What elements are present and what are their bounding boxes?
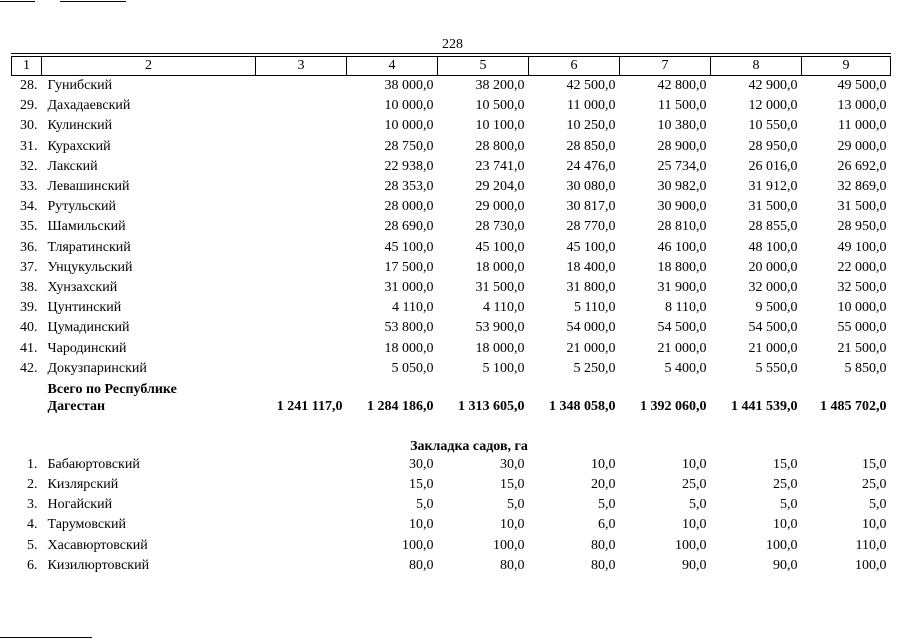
value-cell: 42 500,0 [566, 78, 616, 94]
value-cell: 28 950,0 [837, 219, 887, 235]
value-cell: 31 500,0 [475, 279, 525, 295]
value-cell: 90,0 [682, 557, 707, 573]
table-row [12, 177, 891, 197]
district-name: Кизлярский [47, 477, 119, 493]
value-cell: 18 000,0 [475, 259, 525, 275]
value-cell: 10 000,0 [837, 300, 887, 316]
table-row [12, 116, 891, 136]
district-name: Ногайский [47, 497, 113, 513]
row-number: 2. [27, 477, 38, 493]
value-cell: 4 110,0 [483, 300, 525, 316]
column-header: 7 [620, 57, 711, 76]
value-cell [256, 137, 347, 157]
column-header: 9 [802, 57, 891, 76]
row-number: 28. [20, 78, 38, 94]
district-name: Гунибский [47, 78, 113, 94]
value-cell: 31 912,0 [748, 179, 798, 195]
value-cell: 30 900,0 [657, 199, 707, 215]
value-cell: 31 500,0 [837, 199, 887, 215]
value-cell: 5 110,0 [574, 300, 616, 316]
table-row [12, 258, 891, 278]
value-cell: 10,0 [682, 456, 707, 472]
row-number: 1. [27, 456, 38, 472]
value-cell: 54 500,0 [748, 320, 798, 336]
value-cell: 42 900,0 [748, 78, 798, 94]
district-name: Рутульский [47, 199, 116, 215]
total-cell: 1 485 702,0 [820, 398, 887, 414]
value-cell: 21 000,0 [657, 340, 707, 356]
column-header: 3 [256, 57, 347, 76]
district-name: Тляратинский [47, 239, 131, 255]
value-cell: 5,0 [416, 497, 434, 513]
table-row [12, 338, 891, 358]
value-cell [256, 197, 347, 217]
value-cell: 5 100,0 [482, 360, 525, 376]
table-row [12, 536, 891, 556]
value-cell [256, 76, 347, 97]
value-cell: 31 800,0 [566, 279, 616, 295]
column-header: 6 [529, 57, 620, 76]
value-cell: 6,0 [598, 517, 616, 533]
value-cell [256, 116, 347, 136]
table-row [12, 475, 891, 495]
total-cell: 1 441 539,0 [731, 398, 798, 414]
value-cell [256, 536, 347, 556]
value-cell: 10 500,0 [475, 98, 525, 114]
value-cell: 10,0 [862, 517, 887, 533]
district-name: Шамильский [47, 219, 126, 235]
value-cell [256, 157, 347, 177]
value-cell: 28 000,0 [384, 199, 434, 215]
value-cell: 10,0 [409, 517, 434, 533]
value-cell: 29 204,0 [475, 179, 525, 195]
value-cell: 32 869,0 [837, 179, 887, 195]
value-cell: 110,0 [855, 537, 887, 553]
data-table [11, 56, 891, 576]
value-cell: 15,0 [500, 477, 525, 493]
value-cell [256, 515, 347, 535]
value-cell: 49 100,0 [837, 239, 887, 255]
value-cell [256, 495, 347, 515]
value-cell [256, 177, 347, 197]
value-cell: 5 050,0 [391, 360, 434, 376]
value-cell: 5 850,0 [844, 360, 887, 376]
district-name: Лакский [47, 158, 98, 174]
value-cell: 38 200,0 [475, 78, 525, 94]
value-cell: 11 000,0 [838, 118, 887, 134]
value-cell: 13 000,0 [837, 98, 887, 114]
row-number: 6. [27, 557, 38, 573]
value-cell [256, 258, 347, 278]
header-rule [11, 53, 891, 54]
value-cell: 49 500,0 [837, 78, 887, 94]
value-cell [256, 556, 347, 576]
value-cell: 12 000,0 [748, 98, 798, 114]
total-label-line1: Всего по Республике [47, 381, 177, 397]
value-cell: 5,0 [869, 497, 887, 513]
table-row [12, 556, 891, 576]
value-cell: 15,0 [773, 456, 798, 472]
row-number: 40. [20, 320, 38, 336]
table-row [12, 76, 891, 97]
value-cell: 28 690,0 [384, 219, 434, 235]
table-row [12, 157, 891, 177]
value-cell: 28 800,0 [475, 138, 525, 154]
district-name: Тарумовский [47, 517, 126, 533]
total-label-line2: Дагестан [47, 398, 106, 414]
table-row [12, 495, 891, 515]
district-name: Цумадинский [47, 320, 130, 336]
value-cell: 45 100,0 [475, 239, 525, 255]
page-number: 228 [442, 37, 463, 52]
value-cell [256, 475, 347, 495]
district-name: Унцукульский [47, 259, 133, 275]
value-cell: 18 000,0 [384, 340, 434, 356]
section-title: Закладка садов, га [410, 438, 528, 454]
value-cell: 31 000,0 [384, 279, 434, 295]
row-number: 34. [20, 199, 38, 215]
value-cell: 8 110,0 [665, 300, 707, 316]
row-number: 37. [20, 259, 38, 275]
scan-artifact-top [60, 1, 126, 2]
value-cell: 45 100,0 [384, 239, 434, 255]
value-cell: 11 500,0 [658, 98, 707, 114]
value-cell: 25,0 [773, 477, 798, 493]
value-cell [256, 455, 347, 475]
scan-artifact-bottom [0, 637, 92, 638]
value-cell: 100,0 [402, 537, 434, 553]
value-cell: 42 800,0 [657, 78, 707, 94]
district-name: Кизилюртовский [47, 557, 150, 573]
total-label [42, 379, 256, 415]
value-cell: 11 000,0 [567, 98, 616, 114]
total-cell: 1 284 186,0 [367, 398, 434, 414]
value-cell: 30 817,0 [566, 199, 616, 215]
row-number: 5. [27, 537, 38, 553]
value-cell: 48 100,0 [748, 239, 798, 255]
table-row [12, 238, 891, 258]
value-cell: 28 900,0 [657, 138, 707, 154]
value-cell [256, 298, 347, 318]
row-number: 32. [20, 158, 38, 174]
value-cell: 90,0 [773, 557, 798, 573]
district-name: Хунзахский [47, 279, 118, 295]
value-cell [256, 318, 347, 338]
value-cell: 18 800,0 [657, 259, 707, 275]
table-row [12, 359, 891, 379]
value-cell: 10,0 [591, 456, 616, 472]
value-cell: 10 550,0 [748, 118, 798, 134]
row-number: 29. [20, 98, 38, 114]
table-row [12, 96, 891, 116]
value-cell: 31 900,0 [657, 279, 707, 295]
value-cell: 100,0 [855, 557, 887, 573]
value-cell: 25,0 [862, 477, 887, 493]
value-cell: 54 500,0 [657, 320, 707, 336]
value-cell: 30,0 [500, 456, 525, 472]
value-cell [256, 278, 347, 298]
value-cell: 32 500,0 [837, 279, 887, 295]
value-cell: 5 550,0 [755, 360, 798, 376]
table-row [12, 318, 891, 338]
value-cell: 55 000,0 [837, 320, 887, 336]
value-cell: 10,0 [773, 517, 798, 533]
value-cell: 80,0 [591, 537, 616, 553]
value-cell: 28 750,0 [384, 138, 434, 154]
row-number: 35. [20, 219, 38, 235]
value-cell [256, 217, 347, 237]
value-cell: 30 080,0 [566, 179, 616, 195]
value-cell [256, 359, 347, 379]
value-cell: 25,0 [682, 477, 707, 493]
value-cell: 30 982,0 [657, 179, 707, 195]
value-cell: 45 100,0 [566, 239, 616, 255]
value-cell: 28 730,0 [475, 219, 525, 235]
value-cell: 20 000,0 [748, 259, 798, 275]
row-number: 33. [20, 179, 38, 195]
value-cell: 100,0 [493, 537, 525, 553]
scan-artifact-top [0, 1, 35, 2]
district-name: Курахский [47, 138, 111, 154]
value-cell: 5,0 [780, 497, 798, 513]
total-row [12, 379, 891, 415]
row-number: 39. [20, 300, 38, 316]
value-cell: 5,0 [507, 497, 525, 513]
value-cell: 54 000,0 [566, 320, 616, 336]
district-name: Бабаюртовский [47, 456, 140, 472]
row-number: 4. [27, 517, 38, 533]
value-cell: 24 476,0 [566, 158, 616, 174]
row-number: 38. [20, 279, 38, 295]
value-cell [256, 338, 347, 358]
table-row [12, 298, 891, 318]
table-row [12, 455, 891, 475]
value-cell: 46 100,0 [657, 239, 707, 255]
value-cell: 10 380,0 [657, 118, 707, 134]
value-cell: 28 353,0 [384, 179, 434, 195]
value-cell: 10 250,0 [566, 118, 616, 134]
value-cell: 29 000,0 [475, 199, 525, 215]
value-cell [256, 238, 347, 258]
value-cell: 22 938,0 [384, 158, 434, 174]
row-number: 30. [20, 118, 38, 134]
district-name: Цунтинский [47, 300, 122, 316]
value-cell: 22 000,0 [837, 259, 887, 275]
value-cell: 28 850,0 [566, 138, 616, 154]
district-name: Дахадаевский [47, 98, 131, 114]
value-cell: 4 110,0 [392, 300, 434, 316]
value-cell: 5 400,0 [664, 360, 707, 376]
value-cell: 25 734,0 [657, 158, 707, 174]
value-cell: 10 000,0 [384, 98, 434, 114]
value-cell: 10 000,0 [384, 118, 434, 134]
table-row [12, 137, 891, 157]
value-cell: 53 800,0 [384, 320, 434, 336]
value-cell: 10,0 [500, 517, 525, 533]
value-cell: 26 016,0 [748, 158, 798, 174]
value-cell: 32 000,0 [748, 279, 798, 295]
value-cell: 5,0 [598, 497, 616, 513]
value-cell: 10,0 [682, 517, 707, 533]
value-cell: 20,0 [591, 477, 616, 493]
district-rows [12, 76, 891, 379]
value-cell: 10 100,0 [475, 118, 525, 134]
value-cell: 21 500,0 [837, 340, 887, 356]
table-row [12, 515, 891, 535]
value-cell: 28 770,0 [566, 219, 616, 235]
value-cell: 31 500,0 [748, 199, 798, 215]
column-header: 2 [42, 57, 256, 76]
district-name: Докузпаринский [47, 360, 147, 376]
value-cell: 53 900,0 [475, 320, 525, 336]
value-cell: 5,0 [689, 497, 707, 513]
total-cell: 1 392 060,0 [640, 398, 707, 414]
value-cell: 28 855,0 [748, 219, 798, 235]
district-name: Левашинский [47, 179, 130, 195]
value-cell: 80,0 [409, 557, 434, 573]
value-cell: 21 000,0 [748, 340, 798, 356]
column-header: 8 [711, 57, 802, 76]
total-cell: 1 313 605,0 [458, 398, 525, 414]
table-row [12, 217, 891, 237]
table-row [12, 278, 891, 298]
column-number-row [12, 57, 891, 76]
value-cell: 80,0 [500, 557, 525, 573]
value-cell: 9 500,0 [755, 300, 798, 316]
row-number: 42. [20, 360, 38, 376]
value-cell: 28 950,0 [748, 138, 798, 154]
value-cell: 28 810,0 [657, 219, 707, 235]
row-number: 3. [27, 497, 38, 513]
value-cell: 38 000,0 [384, 78, 434, 94]
value-cell: 100,0 [766, 537, 798, 553]
value-cell: 15,0 [409, 477, 434, 493]
row-number: 41. [20, 340, 38, 356]
value-cell: 30,0 [409, 456, 434, 472]
value-cell: 18 000,0 [475, 340, 525, 356]
district-name: Хасавюртовский [47, 537, 148, 553]
district-name: Чародинский [47, 340, 127, 356]
column-header: 5 [438, 57, 529, 76]
value-cell: 26 692,0 [837, 158, 887, 174]
column-header: 4 [347, 57, 438, 76]
value-cell: 18 400,0 [566, 259, 616, 275]
total-cell: 1 241 117,0 [276, 398, 343, 414]
row-number: 31. [20, 138, 38, 154]
row-number: 36. [20, 239, 38, 255]
value-cell: 100,0 [675, 537, 707, 553]
section-heading-row [12, 415, 891, 455]
value-cell: 23 741,0 [475, 158, 525, 174]
value-cell: 80,0 [591, 557, 616, 573]
column-header: 1 [12, 57, 42, 76]
value-cell [256, 96, 347, 116]
value-cell: 29 000,0 [837, 138, 887, 154]
total-cell: 1 348 058,0 [549, 398, 616, 414]
orchard-rows [12, 455, 891, 576]
table-row [12, 197, 891, 217]
district-name: Кулинский [47, 118, 113, 134]
value-cell: 17 500,0 [384, 259, 434, 275]
value-cell: 21 000,0 [566, 340, 616, 356]
value-cell: 15,0 [862, 456, 887, 472]
value-cell: 5 250,0 [573, 360, 616, 376]
